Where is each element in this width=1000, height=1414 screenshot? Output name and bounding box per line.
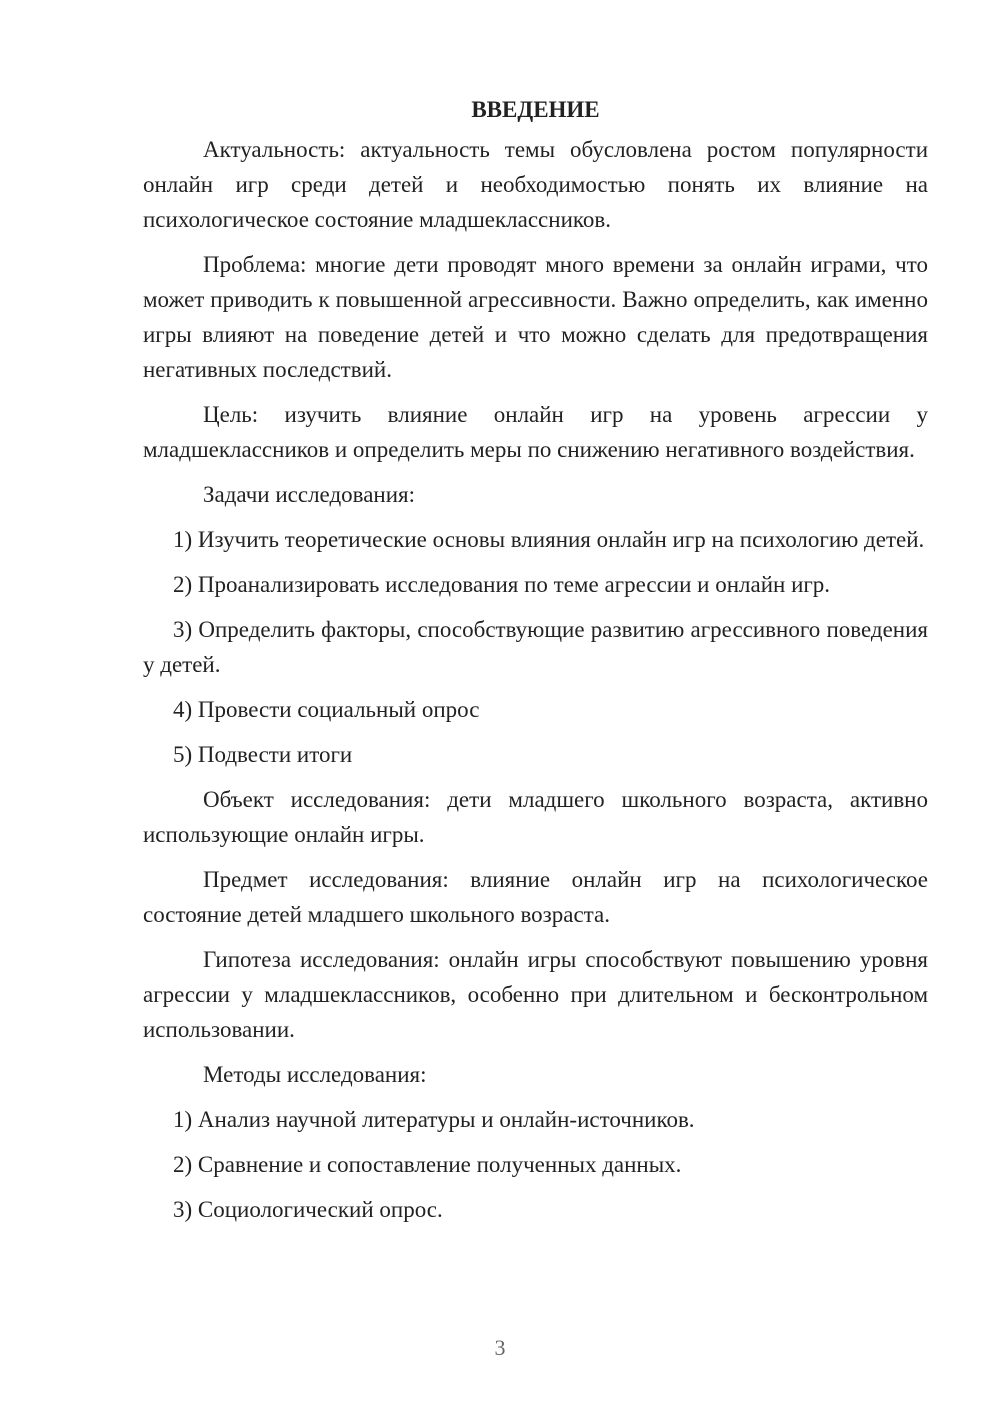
method-item: 2) Сравнение и сопоставление полученных данных. bbox=[173, 1152, 682, 1177]
methods-title: Методы исследования: bbox=[203, 1062, 427, 1087]
task-item: 2) Проанализировать исследования по теме агрессии и онлайн игр. bbox=[173, 572, 831, 597]
method-item: 3) Социологический опрос. bbox=[173, 1197, 443, 1222]
subject-paragraph: Предмет исследования: влияние онлайн игр на психологическое состояние детей младшего школьного возраста. bbox=[143, 867, 928, 927]
section-heading: ВВЕДЕНИЕ bbox=[471, 97, 600, 122]
page-number: 3 bbox=[494, 1335, 506, 1360]
method-item: 1) Анализ научной литературы и онлайн-источников. bbox=[173, 1107, 695, 1132]
object-paragraph: Объект исследования: дети младшего школьного возраста, активно использующие онлайн игры. bbox=[143, 787, 928, 847]
task-item: 5) Подвести итоги bbox=[173, 742, 353, 767]
hypothesis-paragraph: Гипотеза исследования: онлайн игры способствуют повышению уровня агрессии у младшеклассников, особенно при длительном и бесконтрольном использовании. bbox=[143, 947, 928, 1042]
goal-paragraph: Цель: изучить влияние онлайн игр на уровень агрессии у младшеклассников и определить меры по снижению негативного воздействия. bbox=[143, 402, 928, 462]
problem-paragraph: Проблема: многие дети проводят много времени за онлайн играми, что может приводить к повышенной агрессивности. Важно определить, как именно игры влияют на поведение детей и что можно сделать для предотвращения негативных последствий. bbox=[143, 252, 928, 382]
task-item: 3) Определить факторы, способствующие развитию агрессивного поведения у детей. bbox=[143, 617, 928, 677]
task-item: 1) Изучить теоретические основы влияния онлайн игр на психологию детей. bbox=[173, 527, 925, 552]
task-item: 4) Провести социальный опрос bbox=[173, 697, 480, 722]
relevance-paragraph: Актуальность: актуальность темы обусловлена ростом популярности онлайн игр среди детей и необходимостью понять их влияние на психологическое состояние младшеклассников. bbox=[143, 137, 928, 232]
document-page bbox=[143, 92, 928, 1237]
tasks-title: Задачи исследования: bbox=[203, 482, 416, 507]
